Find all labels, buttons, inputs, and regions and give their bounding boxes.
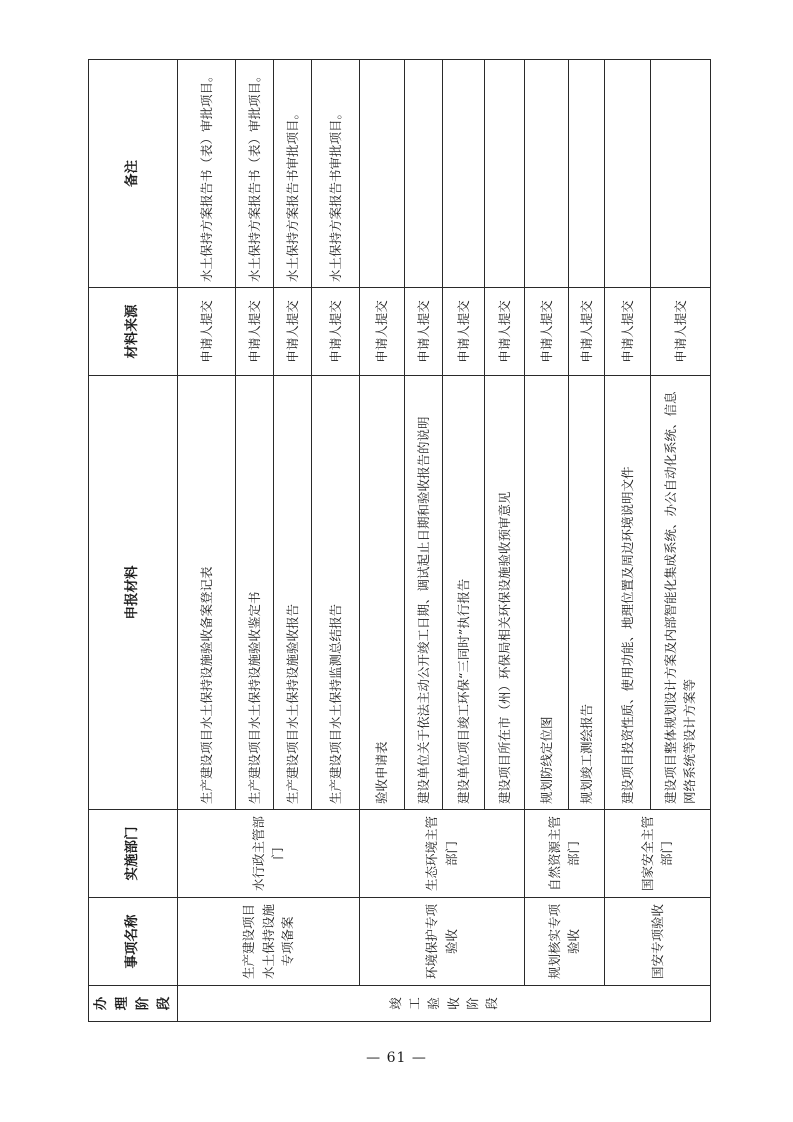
- stage-cell: 竣工验收阶段: [177, 986, 710, 1022]
- source-cell: 申请人提交: [442, 288, 484, 376]
- note-cell: 水土保持方案报告书（表）审批项目。: [177, 60, 235, 288]
- note-cell: 水土保持方案报告书审批项目。: [273, 60, 311, 288]
- material-cell: 建设项目所在市（州）环保局相关环保设施验收预审意见: [484, 376, 524, 810]
- header-source: 材料来源: [89, 288, 178, 376]
- source-cell: 申请人提交: [177, 288, 235, 376]
- item-cell: 国安专项验收: [604, 898, 710, 986]
- table-row: [177, 60, 235, 1022]
- table-row: [524, 60, 568, 1022]
- source-cell: 申请人提交: [604, 288, 650, 376]
- header-stage: 办理阶段: [89, 986, 178, 1022]
- material-cell: 规划竣工测绘报告: [568, 376, 604, 810]
- dept-cell: 自然资源主管部门: [524, 810, 604, 898]
- header-materials: 申报材料: [89, 376, 178, 810]
- material-cell: 建设项目投资性质、使用功能、地理位置及周边环境说明文件: [604, 376, 650, 810]
- header-item: 事项名称: [89, 898, 178, 986]
- material-cell: 建设项目整体规划设计方案及内部智能化集成系统、办公自动化系统、信息网络系统等设计方案等: [650, 376, 710, 810]
- material-cell: 规划防线定位图: [524, 376, 568, 810]
- note-cell: [604, 60, 650, 288]
- header-note: 备注: [89, 60, 178, 288]
- note-cell: [359, 60, 404, 288]
- source-cell: 申请人提交: [273, 288, 311, 376]
- source-cell: 申请人提交: [359, 288, 404, 376]
- source-cell: 申请人提交: [484, 288, 524, 376]
- note-cell: [650, 60, 710, 288]
- table-row: [359, 60, 404, 1022]
- item-cell: 规划核实专项验收: [524, 898, 604, 986]
- dept-cell: 国家安全主管部门: [604, 810, 710, 898]
- source-cell: 申请人提交: [235, 288, 273, 376]
- source-cell: 申请人提交: [311, 288, 359, 376]
- table-row: [604, 60, 650, 1022]
- note-cell: 水土保持方案报告书（表）审批项目。: [235, 60, 273, 288]
- material-cell: 生产建设项目水土保持设施验收备案登记表: [177, 376, 235, 810]
- source-cell: 申请人提交: [524, 288, 568, 376]
- materials-table: [88, 59, 711, 1022]
- material-cell: 建设单位项目竣工环保“三同时”执行报告: [442, 376, 484, 810]
- note-cell: [404, 60, 442, 288]
- note-cell: [568, 60, 604, 288]
- note-cell: 水土保持方案报告书审批项目。: [311, 60, 359, 288]
- header-dept: 实施部门: [89, 810, 178, 898]
- table-header-row: [89, 60, 178, 1022]
- note-cell: [442, 60, 484, 288]
- note-cell: [524, 60, 568, 288]
- material-cell: 建设单位关于依法主动公开竣工日期、调试起止日期和验收报告的说明: [404, 376, 442, 810]
- page-number: — 61 —: [366, 1050, 427, 1066]
- material-cell: 生产建设项目水土保持监测总结报告: [311, 376, 359, 810]
- material-cell: 生产建设项目水土保持设施验收鉴定书: [235, 376, 273, 810]
- source-cell: 申请人提交: [568, 288, 604, 376]
- item-cell: 环境保护专项验收: [359, 898, 524, 986]
- item-cell: 生产建设项目水土保持设施专项备案: [177, 898, 359, 986]
- source-cell: 申请人提交: [650, 288, 710, 376]
- material-cell: 生产建设项目水土保持设施验收报告: [273, 376, 311, 810]
- source-cell: 申请人提交: [404, 288, 442, 376]
- dept-cell: 水行政主管部门: [177, 810, 359, 898]
- note-cell: [484, 60, 524, 288]
- material-cell: 验收申请表: [359, 376, 404, 810]
- dept-cell: 生态环境主管部门: [359, 810, 524, 898]
- rotated-table-wrapper: [88, 60, 706, 1022]
